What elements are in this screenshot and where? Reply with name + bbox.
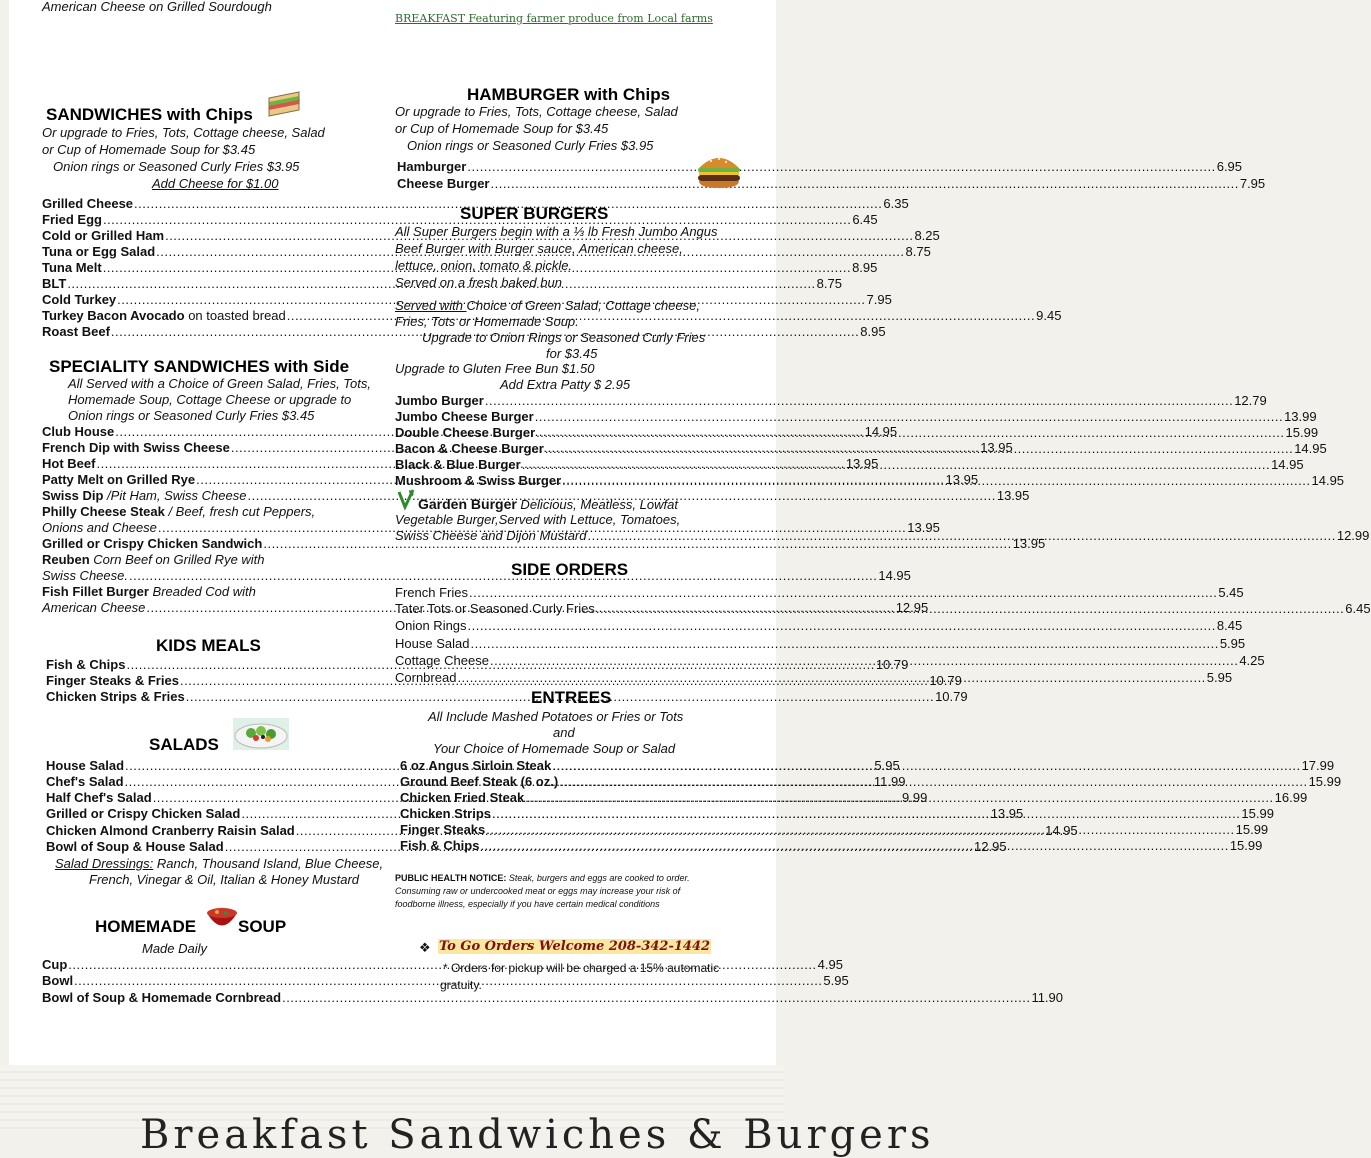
- next-page-script-heading: Breakfast Sandwiches & Burgers: [140, 1112, 935, 1158]
- fish-fillet-line: Fish Fillet Burger Breaded Cod with: [42, 584, 256, 599]
- menu-item: Bowl of Soup & House Salad ..... 12.95: [46, 839, 380, 854]
- sandwiches-intro-1: Or upgrade to Fries, Tots, Cottage cheese, Salad: [42, 125, 325, 140]
- menu-item: Patty Melt on Grilled Rye ..... 13.95: [42, 472, 374, 487]
- menu-item: Chicken Strips ..... 15.99: [400, 806, 730, 821]
- menu-item: American Cheese ..... 12.95: [42, 600, 376, 615]
- side-orders-heading: SIDE ORDERS: [511, 560, 629, 579]
- dressings-line-2: French, Vinegar & Oil, Italian & Honey Mustard: [89, 872, 359, 887]
- kids-heading: KIDS MEALS: [156, 636, 261, 655]
- menu-item: Chicken Strips & Fries ..... 10.79: [46, 689, 378, 704]
- menu-item: Cornbread ..... 5.95: [395, 670, 729, 685]
- reuben-line: Reuben Corn Beef on Grilled Rye with: [42, 552, 265, 567]
- menu-item: Swiss Cheese. ..... 14.95: [42, 568, 382, 583]
- speciality-intro-2: Homemade Soup, Cottage Cheese or upgrade to: [68, 392, 352, 407]
- entrees-heading: ENTREES: [531, 688, 612, 707]
- menu-item: Chicken Almond Cranberry Raisin Salad ..... 14.95: [46, 823, 382, 838]
- super-burgers-heading: SUPER BURGERS: [460, 204, 609, 223]
- menu-page: [9, 0, 1371, 1065]
- menu-item: Turkey Bacon Avocado on toasted bread ..... 9.45: [42, 308, 374, 323]
- menu-item: Club House ..... 14.95: [42, 424, 374, 439]
- menu-item: Grilled or Crispy Chicken Salad ..... 13.95: [46, 806, 380, 821]
- menu-item: Cheese Burger ..... 7.95: [397, 176, 547, 191]
- menu-item: Hamburger ..... 6.95: [397, 159, 547, 174]
- menu-item: Grilled Cheese ..... 6.35: [42, 196, 370, 211]
- menu-item: Cold Turkey ..... 7.95: [42, 292, 372, 307]
- super-desc-3: lettuce, onion, tomato & pickle.: [395, 258, 573, 273]
- super-desc-1: All Super Burgers begin with a ⅓ lb Fresh Jumbo Angus: [395, 224, 718, 239]
- philly-line: Philly Cheese Steak / Beef, fresh cut Peppers,: [42, 504, 316, 519]
- menu-item: Tuna or Egg Salad ..... 8.75: [42, 244, 370, 259]
- super-desc-4: Served on a fresh baked bun: [395, 275, 562, 290]
- dressings-line-1: Salad Dressings: Ranch, Thousand Island, Blue Cheese,: [55, 856, 384, 871]
- menu-item: Bowl ..... 5.95: [42, 973, 382, 988]
- garden-desc-2: Vegetable Burger,Served with Lettuce, Tomatoes,: [395, 512, 681, 527]
- menu-item: Fish & Chips ..... 10.79: [46, 657, 378, 672]
- upgrade-line-2: for $3.45: [546, 346, 598, 361]
- breakfast-link[interactable]: BREAKFAST Featuring farmer produce from Local farms: [395, 12, 713, 25]
- menu-item: 6 oz Angus Sirloin Steak ..... 17.99: [400, 758, 730, 773]
- speciality-intro-1: All Served with a Choice of Green Salad, Fries, Tots,: [68, 376, 371, 391]
- togo-phone-banner[interactable]: To Go Orders Welcome 208-342-1442: [439, 939, 711, 954]
- menu-item: House Salad ..... 5.95: [395, 636, 729, 651]
- hamburger-intro-1: Or upgrade to Fries, Tots, Cottage cheese, Salad: [395, 104, 678, 119]
- entrees-intro-2: and: [553, 725, 575, 740]
- togo-note-2: gratuity.: [440, 978, 482, 992]
- salads-heading: SALADS: [149, 735, 219, 754]
- sandwich-icon: [265, 88, 303, 120]
- menu-item: Ground Beef Steak (6 oz.) ..... 15.99: [400, 774, 730, 789]
- menu-item: Double Cheese Burger ..... 15.99: [395, 425, 729, 440]
- soup-heading-right: SOUP: [238, 917, 287, 936]
- menu-item: Cup ..... 4.95: [42, 957, 384, 972]
- menu-item: Bowl of Soup & Homemade Cornbread ..... 11.90: [42, 990, 384, 1005]
- speciality-heading: SPECIALITY SANDWICHES with Side: [49, 357, 350, 376]
- soup-subtitle: Made Daily: [142, 941, 208, 956]
- entrees-intro-3: Your Choice of Homemade Soup or Salad: [433, 741, 676, 756]
- gluten-free-note: Upgrade to Gluten Free Bun $1.50: [395, 361, 595, 376]
- menu-item: BLT ..... 8.75: [42, 276, 372, 291]
- vegetarian-leaf-icon: [397, 489, 415, 509]
- entrees-intro-1: All Include Mashed Potatoes or Fries or Tots: [428, 709, 684, 724]
- menu-item: Hot Beef ..... 13.95: [42, 456, 374, 471]
- hamburger-intro-2: or Cup of Homemade Soup for $3.45: [395, 121, 609, 136]
- menu-item: Tuna Melt ..... 8.95: [42, 260, 370, 275]
- menu-item: Roast Beef ..... 8.95: [42, 324, 372, 339]
- menu-item: Chicken Fried Steak ..... 16.99: [400, 790, 730, 805]
- menu-item: Finger Steaks ..... 15.99: [400, 822, 730, 837]
- health-notice-2: Consuming raw or undercooked meat or eggs may increase your risk of: [395, 886, 681, 896]
- menu-item: House Salad ..... 5.95: [46, 758, 380, 773]
- served-with-1: Served with Choice of Green Salad, Cottage cheese,: [395, 298, 700, 313]
- togo-note-1: * Orders for pickup will be charged a 15% automatic: [443, 961, 720, 975]
- menu-item: Cottage Cheese ..... 4.25: [395, 653, 729, 668]
- menu-item: Swiss Dip /Pit Ham, Swiss Cheese ..... 13.95: [42, 488, 374, 503]
- menu-item: Tater Tots or Seasoned Curly Fries ..... 6.45: [395, 601, 729, 616]
- hamburger-heading: HAMBURGER with Chips: [467, 85, 671, 104]
- health-notice-1: PUBLIC HEALTH NOTICE: Steak, burgers and eggs are cooked to order.: [395, 873, 690, 883]
- soup-bowl-icon: [206, 904, 238, 932]
- burger-icon: [695, 152, 743, 190]
- garden-burger-line: Garden Burger Delicious, Meatless, Lowfat: [418, 496, 678, 512]
- cut-off-line: American Cheese on Grilled Sourdough: [42, 0, 272, 14]
- served-with-2: Fries, Tots or Homemade Soup.: [395, 314, 579, 329]
- menu-item: Black & Blue Burger ..... 14.95: [395, 457, 729, 472]
- menu-item: Onion Rings ..... 8.45: [395, 618, 729, 633]
- health-notice-3: foodborne illness, especially if you have certain medical conditions: [395, 899, 660, 909]
- extra-patty-note: Add Extra Patty $ 2.95: [500, 377, 631, 392]
- menu-item: Finger Steaks & Fries ..... 10.79: [46, 673, 378, 688]
- menu-item: Cold or Grilled Ham ..... 8.25: [42, 228, 372, 243]
- bullet-icon: ❖: [419, 940, 431, 955]
- menu-item: Bacon & Cheese Burger ..... 14.95: [395, 441, 729, 456]
- add-cheese-note: Add Cheese for $1.00: [152, 176, 279, 191]
- menu-item: French Dip with Swiss Cheese ..... 13.95: [42, 440, 374, 455]
- menu-item: Fish & Chips ..... 15.99: [400, 838, 730, 853]
- menu-item: Swiss Cheese and Dijon Mustard ..... 12.99: [395, 528, 727, 543]
- menu-item: Jumbo Cheese Burger ..... 13.99: [395, 409, 729, 424]
- sandwiches-intro-2: or Cup of Homemade Soup for $3.45: [42, 142, 256, 157]
- menu-item: Grilled or Crispy Chicken Sandwich ..... 13.95: [42, 536, 374, 551]
- menu-item: French Fries ..... 5.45: [395, 585, 729, 600]
- menu-item: Jumbo Burger ..... 12.79: [395, 393, 729, 408]
- menu-item: Onions and Cheese ..... 13.95: [42, 520, 374, 535]
- super-desc-2: Beef Burger with Burger sauce, American cheese,: [395, 241, 683, 256]
- salad-icon: [233, 718, 289, 750]
- menu-item: Half Chef's Salad ..... 9.99: [46, 790, 380, 805]
- speciality-intro-3: Onion rings or Seasoned Curly Fries $3.45: [68, 408, 315, 423]
- menu-item: Fried Egg ..... 6.45: [42, 212, 370, 227]
- soup-heading-left: HOMEMADE: [95, 917, 197, 936]
- upgrade-line-1: Upgrade to Onion Rings or Seasoned Curly Fries: [422, 330, 706, 345]
- menu-item: Mushroom & Swiss Burger ..... 14.95: [395, 473, 729, 488]
- menu-item: Chef's Salad ..... 11.99: [46, 774, 380, 789]
- sandwiches-intro-3: Onion rings or Seasoned Curly Fries $3.95: [53, 159, 300, 174]
- hamburger-intro-3: Onion rings or Seasoned Curly Fries $3.95: [407, 138, 654, 153]
- sandwiches-heading: SANDWICHES with Chips: [46, 105, 253, 124]
